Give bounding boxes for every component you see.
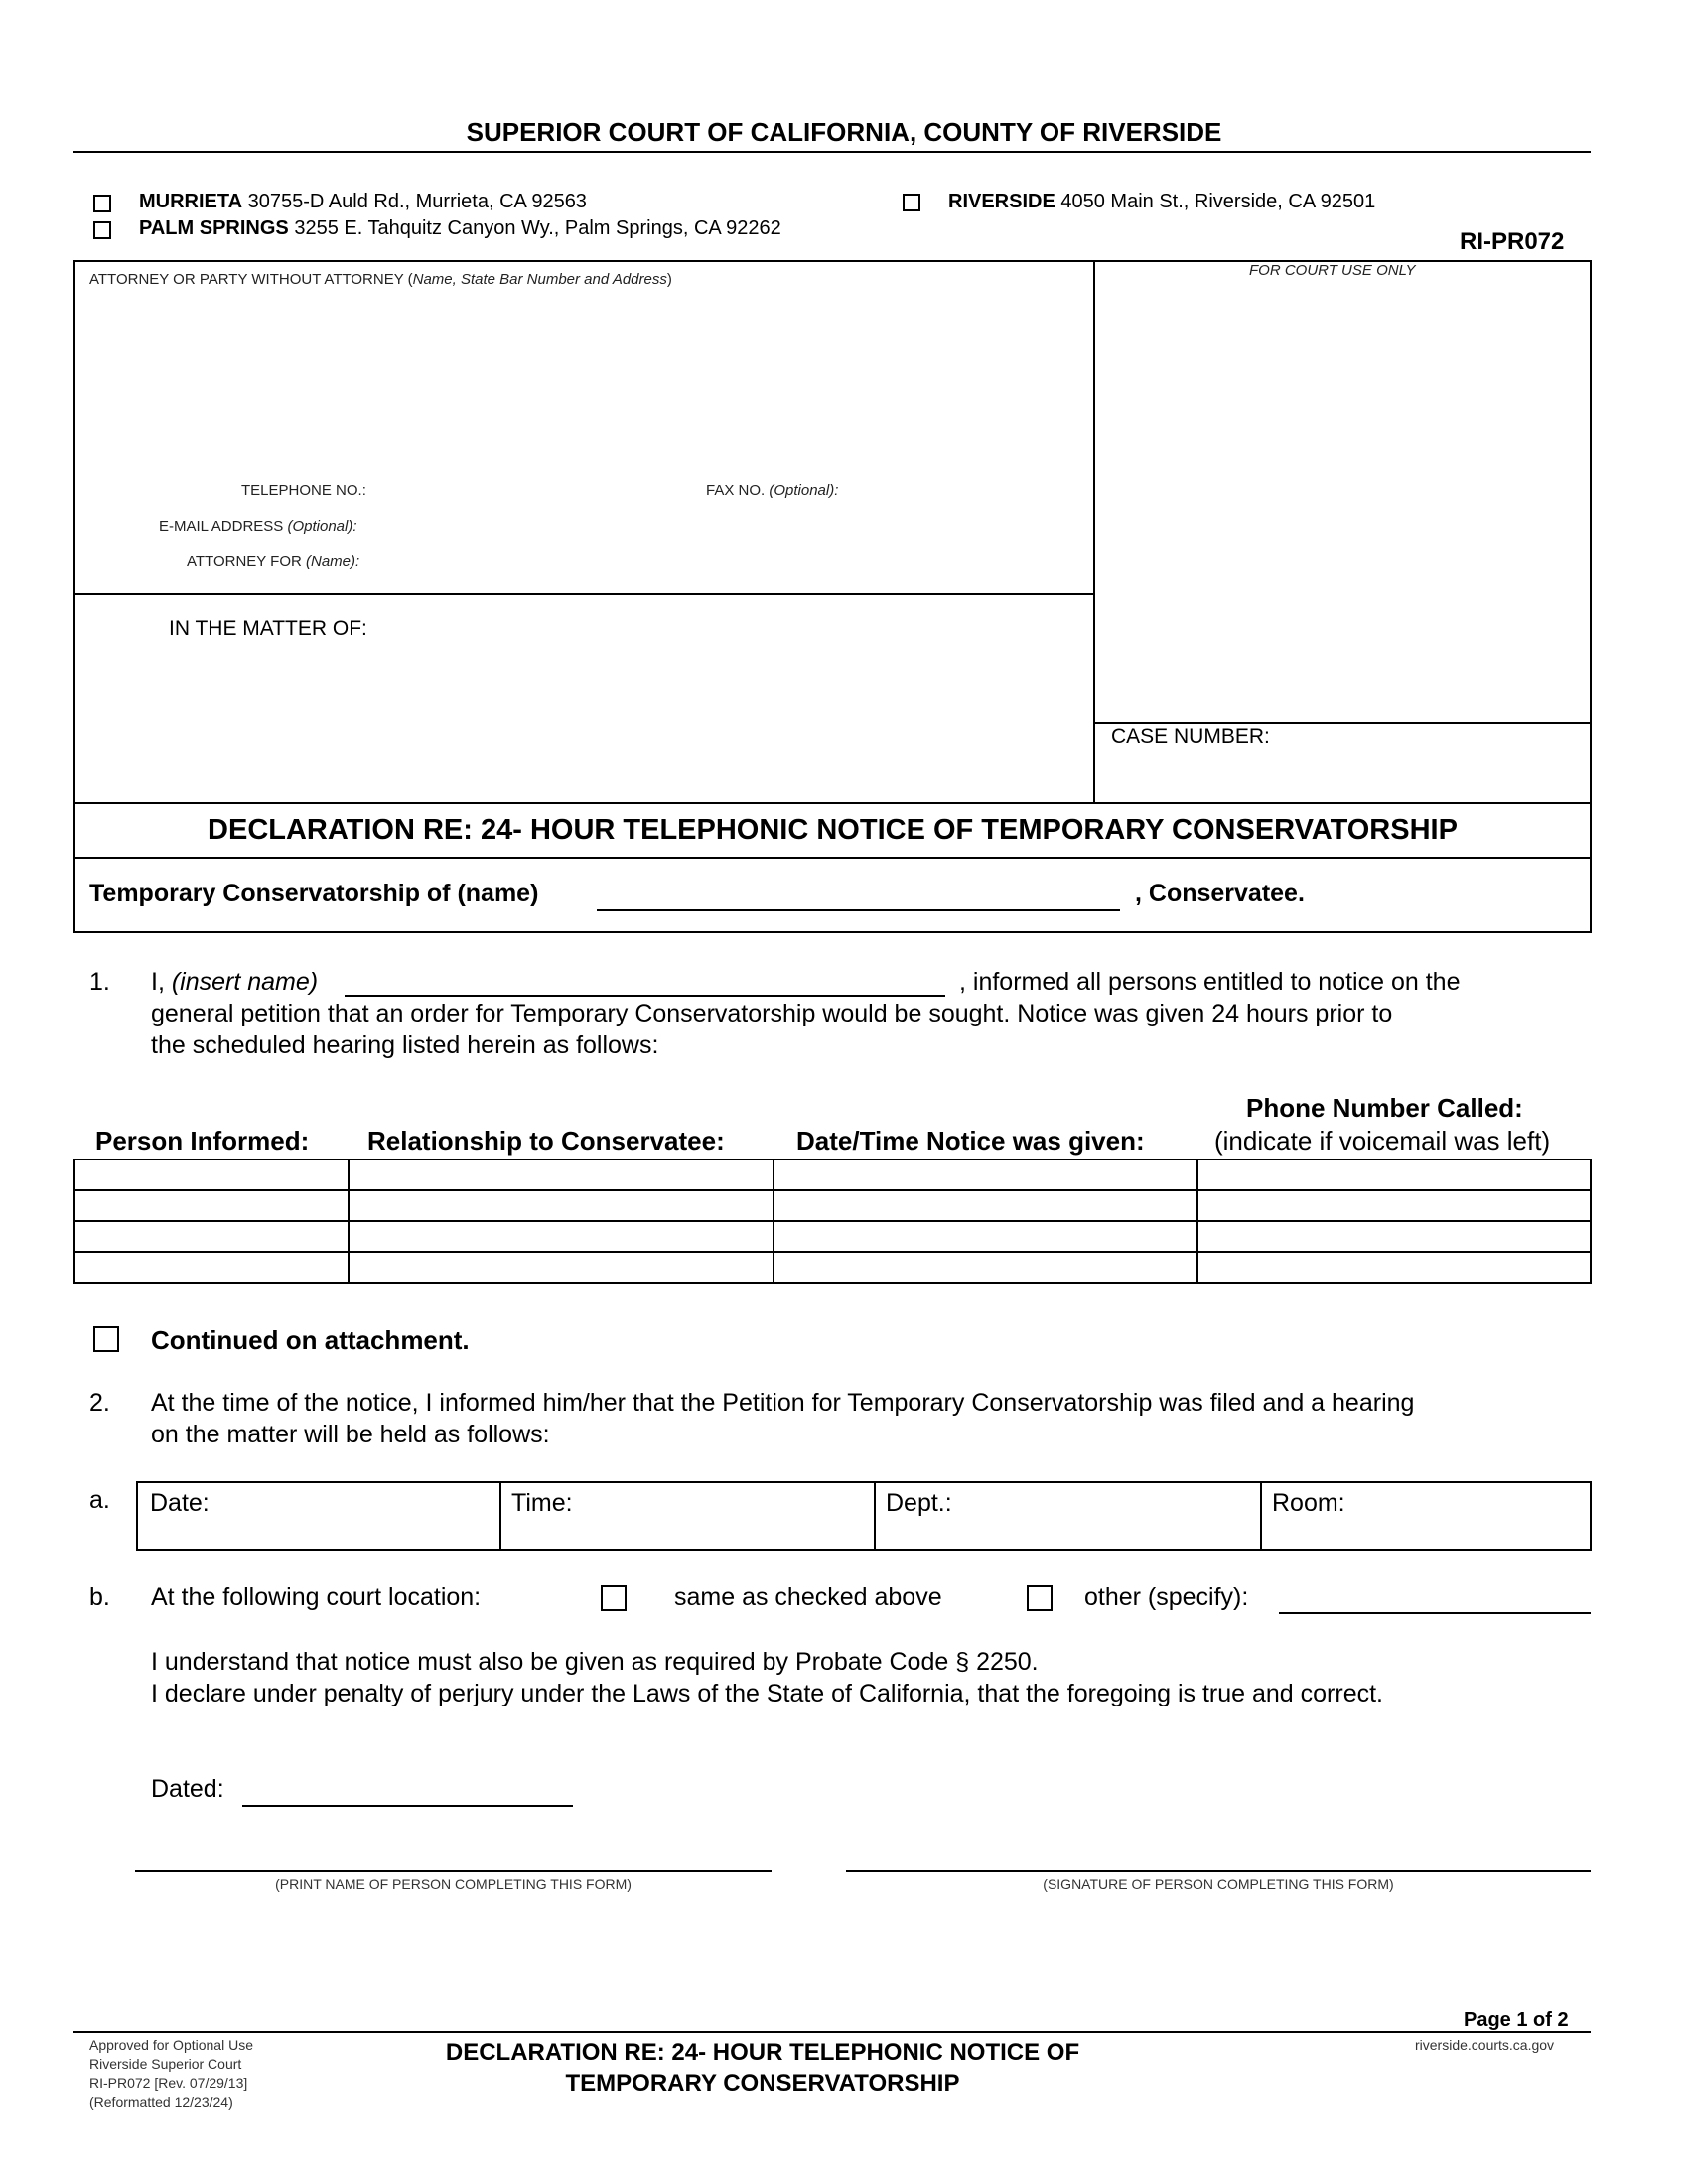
table-cell[interactable]	[774, 1190, 1197, 1221]
riverside-location	[948, 191, 1375, 213]
conservatee-label: , Conservatee.	[1135, 880, 1305, 907]
print-name-line[interactable]	[135, 1870, 772, 1872]
location-address: 4050 Main St., Riverside, CA 92501	[1060, 191, 1376, 212]
approved-line: RI-PR072 [Rev. 07/29/13]	[89, 2075, 248, 2091]
closing-line2: I declare under penalty of perjury under the Laws of the State of California, that the foregoing is true and correct.	[151, 1680, 1384, 1707]
attorney-for-name: (Name):	[306, 553, 360, 570]
footer-rule	[73, 2031, 1591, 2033]
item1-i-text: I,	[151, 968, 172, 996]
riverside-checkbox[interactable]	[903, 194, 920, 211]
hearing-time-field[interactable]: Time:	[511, 1489, 573, 1517]
conservatee-name-field[interactable]	[597, 881, 1120, 911]
form-title: DECLARATION RE: 24- HOUR TELEPHONIC NOTICE OF TEMPORARY CONSERVATORSHIP	[208, 814, 1458, 846]
dated-label: Dated:	[151, 1775, 224, 1803]
case-number-label[interactable]: CASE NUMBER:	[1111, 725, 1270, 748]
murrieta-location	[139, 191, 587, 213]
matter-of-label: IN THE MATTER OF:	[169, 617, 367, 640]
attorney-label	[89, 271, 672, 288]
attorney-box-bottom	[73, 593, 1095, 595]
attorney-for-text: ATTORNEY FOR	[187, 553, 307, 570]
table-cell[interactable]	[74, 1190, 349, 1221]
attorney-label-text: ATTORNEY OR PARTY WITHOUT ATTORNEY (	[89, 271, 413, 288]
table-cell[interactable]	[774, 1221, 1197, 1252]
location-label: At the following court location:	[151, 1583, 482, 1611]
title-bottom	[73, 857, 1592, 859]
header-phone-sub: (indicate if voicemail was left)	[1214, 1126, 1551, 1156]
temp-conservatorship-label: Temporary Conservatorship of (name)	[89, 880, 539, 907]
table-row	[74, 1160, 1591, 1190]
header-relationship: Relationship to Conservatee:	[367, 1126, 725, 1156]
header-rule	[73, 151, 1591, 153]
location-name: PALM SPRINGS	[139, 217, 289, 239]
item2-text-a: At the time of the notice, I informed him/her that the Petition for Temporary Conservatorship was filed and a hearing	[151, 1389, 1415, 1417]
header-phone: Phone Number Called:	[1246, 1093, 1523, 1123]
table-row	[74, 1221, 1591, 1252]
footer-title-line2: TEMPORARY CONSERVATORSHIP	[565, 2070, 960, 2097]
item2-text-b: on the matter will be held as follows:	[151, 1421, 550, 1448]
other-label: other (specify):	[1084, 1583, 1249, 1611]
dated-field[interactable]	[242, 1775, 573, 1807]
item2-a-label: a.	[89, 1486, 110, 1514]
hearing-dept-field[interactable]: Dept.:	[886, 1489, 952, 1517]
hearing-room-field[interactable]: Room:	[1272, 1489, 1345, 1517]
table-cell[interactable]	[774, 1160, 1197, 1190]
table-cell[interactable]	[774, 1252, 1197, 1283]
telephone-label[interactable]: TELEPHONE NO.:	[241, 482, 366, 499]
page-number: Page 1 of 2	[1464, 2009, 1569, 2031]
closing-line1: I understand that notice must also be given as required by Probate Code § 2250.	[151, 1648, 1039, 1676]
item2-number: 2.	[89, 1389, 110, 1417]
approved-block	[89, 2036, 253, 2112]
footer-title	[365, 2037, 1160, 2099]
caption-bottom	[73, 802, 1592, 804]
header-date-time: Date/Time Notice was given:	[796, 1126, 1145, 1156]
item1-i	[151, 968, 318, 997]
footer-title-line1: DECLARATION RE: 24- HOUR TELEPHONIC NOTICE OF	[445, 2039, 1080, 2066]
table-cell[interactable]	[1197, 1190, 1591, 1221]
continued-label: Continued on attachment.	[151, 1325, 470, 1355]
fax-label[interactable]	[706, 482, 838, 499]
murrieta-checkbox[interactable]	[93, 195, 111, 212]
continued-checkbox[interactable]	[93, 1326, 119, 1352]
table-cell[interactable]	[1197, 1160, 1591, 1190]
location-address: 3255 E. Tahquitz Canyon Wy., Palm Springs, CA 92262	[294, 217, 781, 239]
table-cell[interactable]	[349, 1190, 774, 1221]
fax-label-text: FAX NO.	[706, 482, 770, 499]
approved-line: Approved for Optional Use	[89, 2037, 253, 2053]
insert-name-label: (insert name)	[171, 968, 319, 996]
other-checkbox[interactable]	[1027, 1585, 1053, 1611]
table-cell[interactable]	[74, 1221, 349, 1252]
same-as-checkbox[interactable]	[601, 1585, 627, 1611]
table-cell[interactable]	[349, 1252, 774, 1283]
other-specify-field[interactable]	[1279, 1582, 1591, 1614]
table-row	[74, 1190, 1591, 1221]
declarant-name-field[interactable]	[345, 965, 945, 997]
table-cell[interactable]	[1197, 1252, 1591, 1283]
court-use-label: FOR COURT USE ONLY	[1249, 262, 1416, 279]
court-website[interactable]: riverside.courts.ca.gov	[1415, 2037, 1555, 2053]
attorney-label-italic: Name, State Bar Number and Address	[412, 271, 667, 288]
table-cell[interactable]	[349, 1221, 774, 1252]
item1-text-a: , informed all persons entitled to notice on the	[959, 968, 1461, 996]
location-address: 30755-D Auld Rd., Murrieta, CA 92563	[247, 191, 587, 212]
signature-line[interactable]	[846, 1870, 1591, 1872]
item1-text-b: general petition that an order for Temporary Conservatorship would be sought. Notice was given 24 hours prior to	[151, 1000, 1393, 1027]
approved-line: (Reformatted 12/23/24)	[89, 2094, 233, 2110]
signature-caption: (SIGNATURE OF PERSON COMPLETING THIS FORM)	[1043, 1876, 1394, 1892]
print-name-caption: (PRINT NAME OF PERSON COMPLETING THIS FORM)	[275, 1876, 632, 1892]
case-number-top	[1093, 722, 1592, 724]
table-row	[74, 1252, 1591, 1283]
fax-optional: (Optional):	[769, 482, 839, 499]
palm-springs-checkbox[interactable]	[93, 221, 111, 239]
email-label-text: E-MAIL ADDRESS	[159, 518, 288, 535]
approved-line: Riverside Superior Court	[89, 2056, 242, 2072]
hearing-date-field[interactable]: Date:	[150, 1489, 210, 1517]
attorney-for-label[interactable]	[187, 553, 359, 570]
palm-springs-location	[139, 217, 781, 240]
table-cell[interactable]	[74, 1160, 349, 1190]
item2-b-label: b.	[89, 1583, 110, 1611]
location-name: RIVERSIDE	[948, 191, 1055, 212]
court-title: SUPERIOR COURT OF CALIFORNIA, COUNTY OF RIVERSIDE	[466, 117, 1222, 147]
email-optional: (Optional):	[287, 518, 357, 535]
attorney-label-end: )	[666, 271, 672, 288]
table-cell[interactable]	[1197, 1221, 1591, 1252]
table-cell[interactable]	[349, 1160, 774, 1190]
same-as-label: same as checked above	[674, 1583, 942, 1611]
notice-table	[73, 1159, 1592, 1284]
hearing-box	[136, 1481, 1592, 1551]
form-number: RI-PR072	[1460, 228, 1565, 255]
email-label[interactable]	[159, 518, 357, 535]
location-name: MURRIETA	[139, 191, 243, 212]
item1-number: 1.	[89, 968, 110, 996]
header-person-informed: Person Informed:	[95, 1126, 310, 1156]
item1-text-c: the scheduled hearing listed herein as follows:	[151, 1031, 659, 1059]
table-cell[interactable]	[74, 1252, 349, 1283]
